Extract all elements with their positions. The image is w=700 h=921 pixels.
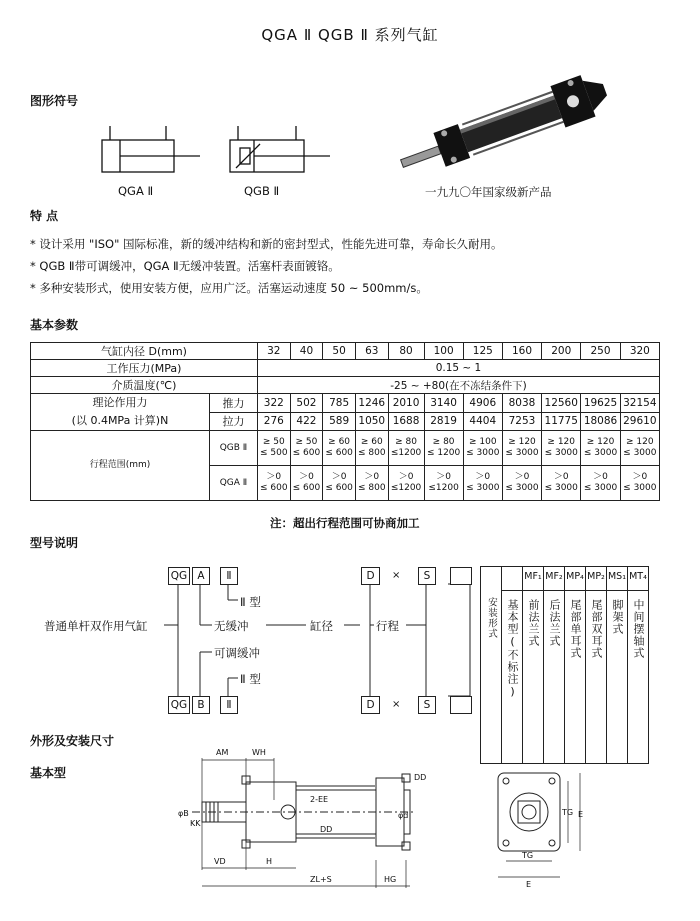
svg-text:KK: KK xyxy=(190,819,201,828)
svg-text:ZL+S: ZL+S xyxy=(310,875,332,884)
qgb-symbol xyxy=(230,126,330,172)
code-box-d: D xyxy=(361,567,380,585)
table-row: 理论作用力 (以 0.4MPa 计算)N 推力 322 502 785 1246 2010 3140 4906 8038 12560 19625 32154 xyxy=(31,394,660,413)
features-heading: 特 点 xyxy=(30,209,59,223)
code-box-qg: QG xyxy=(168,567,190,585)
feature-item: * 多种安装形式，使用安装方便，应用广泛。活塞运动速度 50 ~ 500mm/s。 xyxy=(30,281,428,295)
table-row: 工作压力(MPa) 0.15 ~ 1 xyxy=(31,360,660,377)
table-row: 气缸内径 D(mm) 32 40 50 63 80 100 125 160 200 250 320 xyxy=(31,343,660,360)
svg-text:WH: WH xyxy=(252,748,266,757)
no-cushion-label: 无缓冲 xyxy=(214,619,249,633)
parameter-table xyxy=(30,342,660,501)
table-row: 安装形式 MF₁ MF₂ MP₄ MP₂ MS₁ MT₄ xyxy=(481,567,649,591)
type-ii-label: Ⅱ 型 xyxy=(240,595,261,609)
table-row: 拉力 276 422 589 1050 1688 2819 4404 7253 11775 18086 29610 xyxy=(31,412,660,431)
code-box-ii: Ⅱ xyxy=(220,567,238,585)
svg-text:HG: HG xyxy=(384,875,397,884)
dims-heading: 外形及安装尺寸 xyxy=(30,734,115,748)
cylinder-symbols xyxy=(90,120,350,190)
type-ii-label: Ⅱ 型 xyxy=(240,672,261,686)
symbol-heading: 图形符号 xyxy=(30,94,79,108)
adj-cushion-label: 可调缓冲 xyxy=(214,646,260,660)
model-lines xyxy=(0,560,480,720)
svg-text:2-EE: 2-EE xyxy=(310,795,329,804)
stroke-label: 行程 xyxy=(376,619,399,633)
feature-item: * 设计采用 "ISO" 国际标准，新的缓冲结构和新的密封型式，性能先进可靠，寿命长久耐用。 xyxy=(30,237,503,251)
mounting-table xyxy=(480,566,649,764)
code-box-s: S xyxy=(418,567,436,585)
side-view-drawing xyxy=(170,740,427,890)
table-row: QGA Ⅱ ＞0 ≤ 600 ＞0 ≤ 600 ＞0 ≤ 600 ＞0 ≤ 800 ＞0 ≤1200 ＞0 ≤1200 ＞0 ≤ 3000 ＞0 ≤ 3000 ＞0 ≤ 3000 ＞0 ≤ 3000 ＞0 ≤ 3000 xyxy=(31,466,660,501)
svg-text:H: H xyxy=(266,857,273,866)
product-caption: 一九九〇年国家级新产品 xyxy=(425,185,552,199)
model-heading: 型号说明 xyxy=(30,536,79,550)
svg-text:TG: TG xyxy=(522,851,534,860)
svg-text:φB: φB xyxy=(178,809,189,818)
mount-form-label: 安装形式 xyxy=(486,597,497,639)
table-row: 介质温度(℃) -25 ~ +80(在不冻结条件下) xyxy=(31,377,660,394)
end-view-drawing xyxy=(490,765,590,895)
times-sign: × xyxy=(392,570,401,581)
code-box-s: S xyxy=(418,696,436,714)
code-box-mount xyxy=(450,696,472,714)
qga-symbol xyxy=(102,126,200,172)
code-box-d: D xyxy=(361,696,380,714)
times-sign: × xyxy=(392,699,401,710)
qga-symbol-label: QGA Ⅱ xyxy=(118,184,154,198)
svg-text:φd: φd xyxy=(398,811,409,820)
feature-item: * QGB Ⅱ带可调缓冲，QGA Ⅱ无缓冲装置。活塞杆表面镀铬。 xyxy=(30,259,340,273)
svg-text:VD: VD xyxy=(214,857,226,866)
table-row: 行程范围(mm) QGB Ⅱ ≥ 50 ≤ 500 ≥ 50 ≤ 600 ≥ 60 ≤ 600 ≥ 60 ≤ 800 ≥ 80 ≤1200 ≥ 80 ≤ 1200 ≥ 100 ≤ 3000 ≥ 120 ≤ 3000 ≥ 120 ≤ 3000 ≥ 120 ≤ 3000 ≥ 120 ≤ 3000 xyxy=(31,431,660,466)
code-box-ii: Ⅱ xyxy=(220,696,238,714)
table-note: 注：超出行程范围可协商加工 xyxy=(270,516,420,530)
svg-text:TG: TG xyxy=(562,808,574,817)
bore-label: 缸径 xyxy=(310,619,333,633)
code-box-mount xyxy=(450,567,472,585)
svg-text:E: E xyxy=(526,880,532,889)
cylinder-label: 普通单杆双作用气缸 xyxy=(44,619,148,633)
code-box-a: A xyxy=(192,567,210,585)
svg-text:DD: DD xyxy=(320,825,333,834)
cylinder-photo xyxy=(385,70,625,180)
qgb-symbol-label: QGB Ⅱ xyxy=(244,184,280,198)
code-box-qg: QG xyxy=(168,696,190,714)
table-row: 基本型(不标注) 前法兰式 后法兰式 尾部单耳式 尾部双耳式 脚架式 中间摆轴式 xyxy=(481,590,649,763)
svg-text:AM: AM xyxy=(216,748,229,757)
basic-type-label: 基本型 xyxy=(30,766,67,780)
code-box-b: B xyxy=(192,696,210,714)
page-title: QGA Ⅱ QGB Ⅱ 系列气缸 xyxy=(261,26,439,44)
svg-text:DD: DD xyxy=(414,773,427,782)
params-heading: 基本参数 xyxy=(30,318,79,332)
svg-text:E: E xyxy=(578,810,584,819)
